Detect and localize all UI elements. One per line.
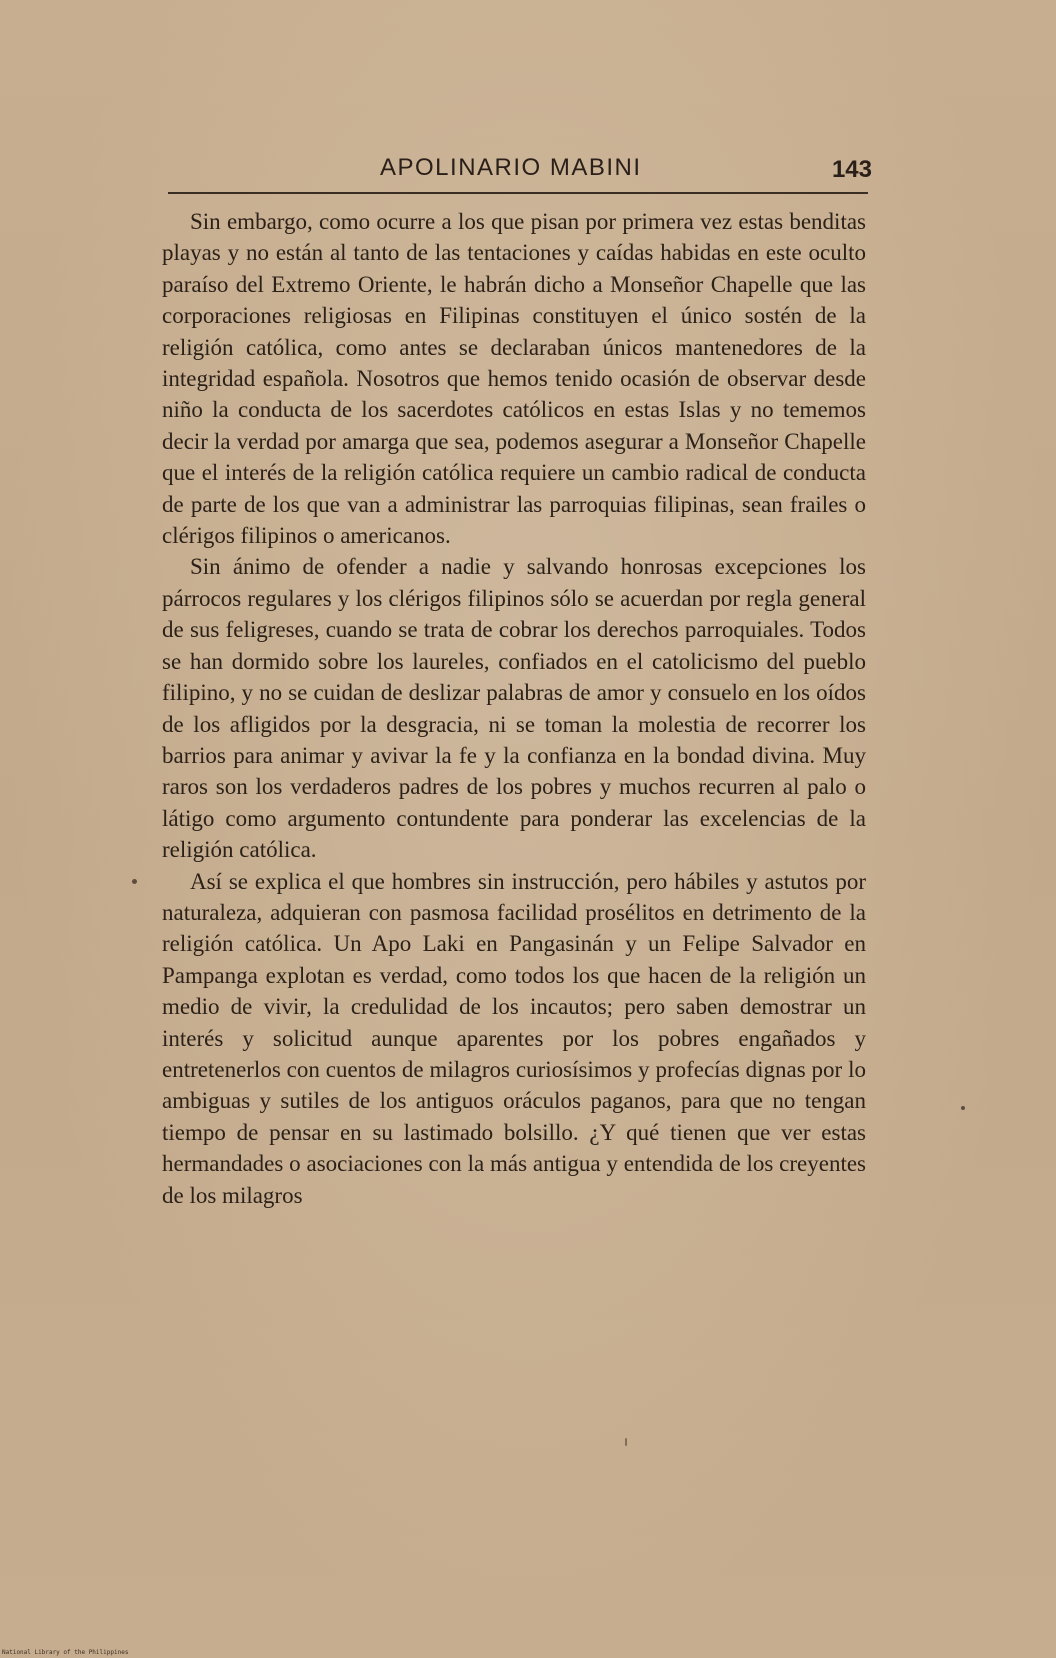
scan-credit: National Library of the Philippines: [2, 1649, 129, 1656]
paper-speck: [961, 1106, 965, 1110]
running-title: APOLINARIO MABINI: [380, 154, 642, 181]
paper-speck: [625, 1438, 627, 1446]
paragraph-3: Así se explica el que hombres sin instrucción, pero hábiles y astutos por naturaleza, adquieran con pasmosa facilidad prosélitos en detrimento de la religión católica. Un Apo Laki en Pangasinán y un Felipe Salvador en Pampanga explotan es verdad, como todos los que hacen de la religión un medio de vivir, la credulidad de los incautos; pero saben demostrar un interés y solicitud aunque aparentes por los pobres engañados y entretenerlos con cuentos de milagros curiosísimos y profecías dignas por lo ambiguas y sutiles de los antiguos oráculos paganos, para que no tengan tiempo de pensar en su lastimado bolsillo. ¿Y qué tienen que ver estas hermandades o asociaciones con la más antigua y entendida de los creyentes de los milagros: [162, 868, 866, 1208]
header-rule: [168, 192, 868, 194]
body-text: [162, 206, 866, 1211]
running-head: [162, 150, 872, 190]
page-number: 143: [831, 156, 872, 183]
paragraph-1: Sin embargo, como ocurre a los que pisan por primera vez estas benditas playas y no están al tanto de las tentaciones y caídas habidas en este oculto paraíso del Extremo Oriente, le habrán dicho a Monseñor Chapelle que las corporaciones religiosas en Filipinas constituyen el único sostén de la religión católica, como antes se declaraban únicos mantenedores de la integridad española. Nosotros que hemos tenido ocasión de observar desde niño la conducta de los sacerdotes católicos en estas Islas y no tememos decir la verdad por amarga que sea, podemos asegurar a Monseñor Chapelle que el interés de la religión católica requiere un cambio radical de conducta de parte de los que van a administrar las parroquias filipinas, sean frailes o clérigos filipinos o americanos.: [162, 209, 866, 549]
paragraph-2: Sin ánimo de ofender a nadie y salvando honrosas excepciones los párrocos regulares y los clérigos filipinos sólo se acuerdan por regla general de sus feligreses, cuando se trata de cobrar los derechos parroquiales. Todos se han dormido sobre los laureles, confiados en el catolicismo del pueblo filipino, y no se cuidan de deslizar palabras de amor y consuelo en los oídos de los afligidos por la desgracia, ni se toman la molestia de recorrer los barrios para animar y avivar la fe y la confianza en la bondad divina. Muy raros son los verdaderos padres de los pobres y muchos recurren al palo o látigo como argumento contundente para ponderar las excelencias de la religión católica.: [162, 554, 866, 863]
paper-speck: [132, 879, 137, 884]
